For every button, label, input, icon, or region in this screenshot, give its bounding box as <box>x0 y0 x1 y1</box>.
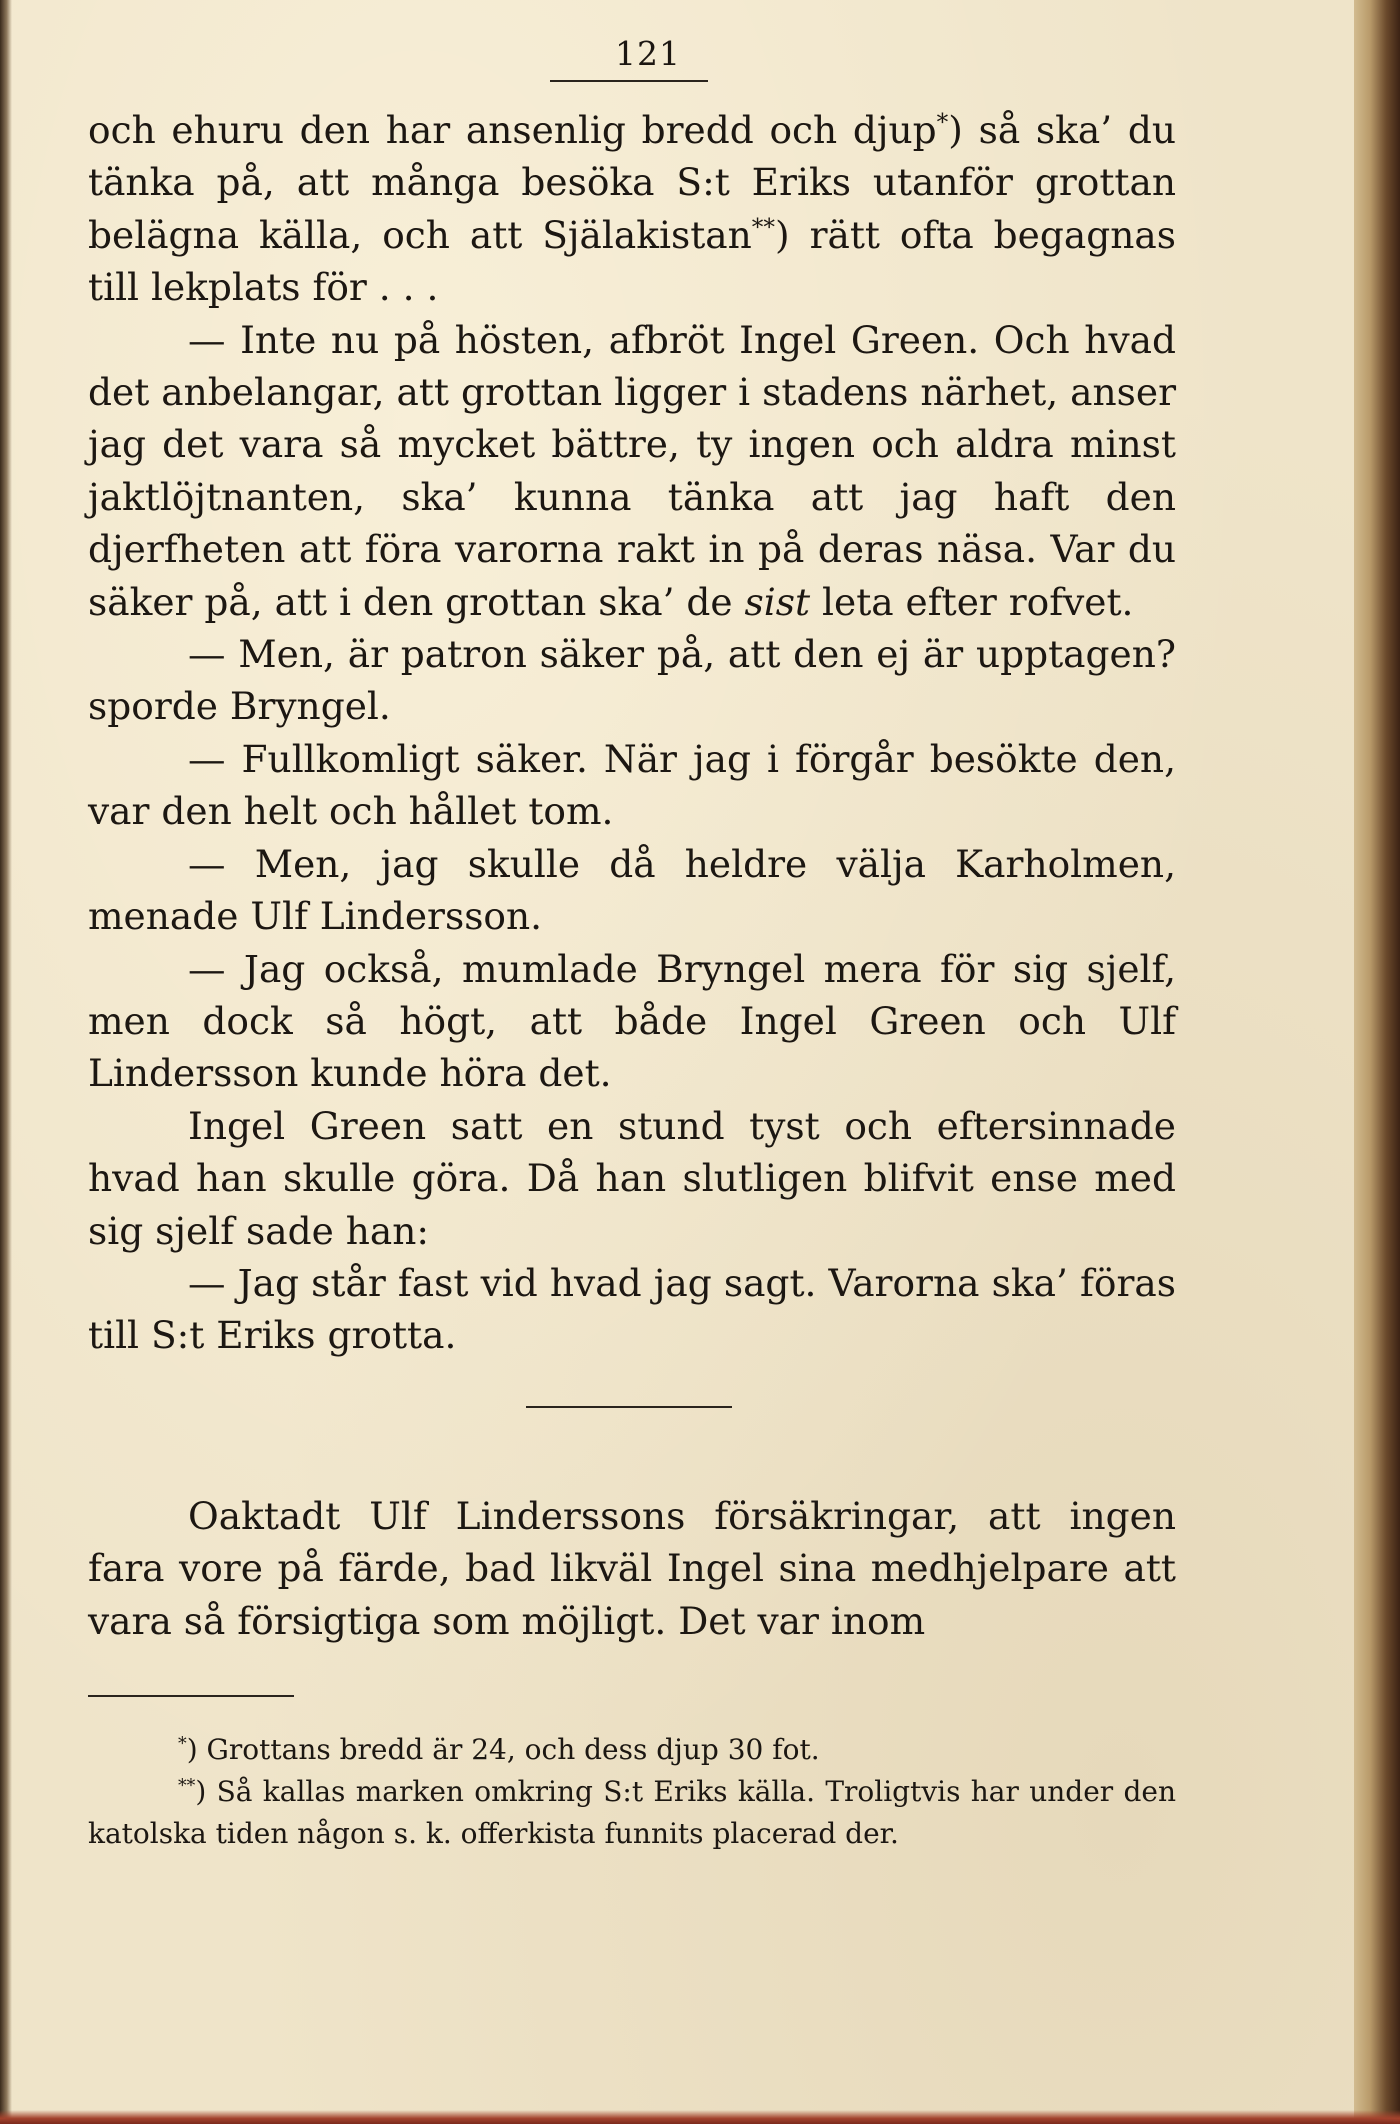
footnote-marker: ** <box>751 214 776 242</box>
footnote <box>88 1771 1176 1855</box>
paragraph <box>88 1257 1176 1362</box>
paragraph <box>88 1490 1176 1647</box>
paragraph <box>88 628 1176 733</box>
text-run: Ingel Green satt en stund tyst och eftersinnade hvad han skulle göra. Då han slutligen blifvit ense med sig sjelf sade han: <box>88 1103 1176 1253</box>
page-number-rule <box>550 80 708 82</box>
text-run: ) Grottans bredd är 24, och dess djup 30 fot. <box>186 1732 820 1766</box>
page-content <box>88 34 1176 1855</box>
paragraph <box>88 733 1176 838</box>
text-run: ) Så kallas marken omkring S:t Eriks källa. Troligtvis har under den katolska tiden någon s. k. offerkista funnits placerad der. <box>88 1774 1176 1850</box>
paragraph <box>88 1100 1176 1257</box>
footnote-rule <box>88 1695 294 1697</box>
footnote-marker: ** <box>178 1776 196 1797</box>
text-run: ) rätt ofta begagnas till lekplats för . . . <box>88 212 1176 310</box>
text-run: Oaktadt Ulf Linderssons försäkringar, att ingen fara vore på färde, bad likväl Ingel sina medhjelpare att vara så försigtiga som möjligt. Det var inom <box>88 1493 1176 1643</box>
footnote-marker: * <box>936 109 949 137</box>
page-left-edge <box>0 0 12 2124</box>
section-divider <box>526 1406 732 1408</box>
text-run: — Fullkomligt säker. När jag i förgår besökte den, var den helt och hållet tom. <box>88 736 1176 834</box>
text-run: — Inte nu på hösten, afbröt Ingel Green. Och hvad det anbelangar, att grottan ligger i stadens närhet, anser jag det vara så mycket bättre, ty ingen och aldra minst jaktlöjtnanten, ska’ kunna tänka att jag haft den djerfheten att föra varorna rakt in på deras näsa. Var du säker på, att i den grottan ska’ de <box>88 317 1176 624</box>
italic-text: sist <box>744 579 811 624</box>
text-run: ) så ska’ du tänka på, att många besöka S:t Eriks utanför grottan belägna källa, och att Själakistan <box>88 108 1176 257</box>
body-text-continued <box>88 1490 1176 1647</box>
page-number: 121 <box>615 34 681 73</box>
text-run: — Jag står fast vid hvad jag sagt. Varorna ska’ föras till S:t Eriks grotta. <box>88 1260 1176 1358</box>
text-run: — Men, jag skulle då heldre välja Karholmen, menade Ulf Lindersson. <box>88 841 1176 939</box>
paragraph <box>88 838 1176 943</box>
book-bottom-edge <box>0 2110 1400 2124</box>
body-text <box>88 104 1176 1362</box>
text-run: och ehuru den har ansenlig bredd och djup <box>88 108 937 152</box>
paragraph <box>88 943 1176 1100</box>
footnote <box>88 1729 1176 1771</box>
book-spine-edge <box>1354 0 1400 2124</box>
footnote-marker: * <box>178 1734 187 1755</box>
text-run: leta efter rofvet. <box>810 579 1134 624</box>
text-run: — Men, är patron säker på, att den ej är upptagen? sporde Bryngel. <box>88 632 1176 729</box>
paragraph <box>88 104 1176 314</box>
text-run: — Jag också, mumlade Bryngel mera för sig sjelf, men dock så högt, att både Ingel Green och Ulf Lindersson kunde höra det. <box>88 946 1176 1096</box>
footnotes <box>88 1729 1176 1855</box>
paragraph <box>88 314 1176 628</box>
